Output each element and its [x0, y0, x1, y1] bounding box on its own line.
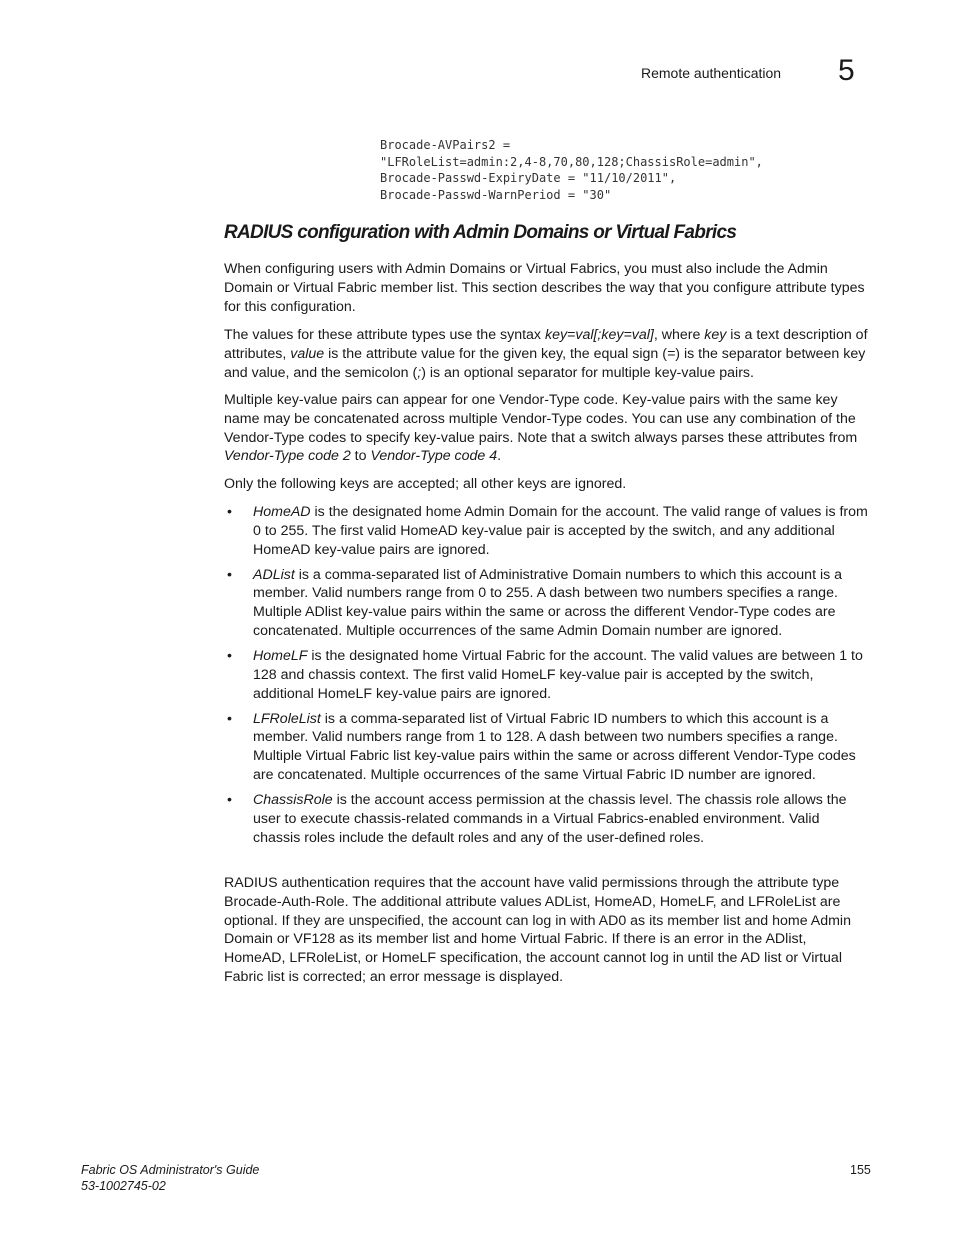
equal-sign: =: [666, 345, 676, 362]
footer-guide-info: [81, 1162, 259, 1194]
page-number: 155: [850, 1163, 871, 1177]
footer-guide-title: Fabric OS Administrator's Guide: [81, 1163, 260, 1177]
code-line: Brocade-Passwd-ExpiryDate = "11/10/2011",: [380, 171, 677, 185]
list-item: • HomeLF is the designated home Virtual Fabric for the account. The valid values are between 1 to 128 and chassis context. The first valid HomeLF key-value pair is accepted by the switch, additional HomeLF key-value pairs are ignored.: [227, 647, 863, 702]
chapter-number: 5: [838, 54, 855, 87]
keys-bullet-list: [224, 503, 870, 853]
bullet-icon: •: [227, 566, 232, 583]
code-line: "LFRoleList=admin:2,4-8,70,80,128;ChassisRole=admin",: [380, 154, 763, 169]
section-heading: RADIUS configuration with Admin Domains or Virtual Fabrics: [224, 222, 737, 243]
bullet-icon: •: [227, 791, 232, 808]
bullet-icon: •: [227, 504, 232, 520]
header-section-title: Remote authentication: [641, 65, 782, 81]
bullet-icon: •: [227, 710, 232, 727]
key-name: HomeAD: [253, 504, 311, 520]
keys-intro-paragraph: Only the following keys are accepted; all other keys are ignored.: [224, 476, 627, 492]
key-name: ADList: [253, 566, 295, 583]
list-item: • ADList is a comma-separated list of Administrative Domain numbers to which this account is a member. Valid numbers range from 0 to 255. A dash between two numbers specifies a range. Multiple ADlist key-value pairs within the same or across the different Vendor-Type codes are concatenated. Multiple occurrences of the same Admin Domain number are ignored.: [227, 566, 843, 639]
key-name: ChassisRole: [253, 791, 333, 808]
list-item: • LFRoleList is a comma-separated list of Virtual Fabric ID numbers to which this account is a member. Valid numbers range from 1 to 128. A dash between two numbers specifies a range. Multiple Virtual Fabric list key-value pairs within the same or across different Vendor-Type codes are concatenated. Multiple occurrences of the same Virtual Fabric ID number are ignored.: [227, 710, 856, 783]
syntax-term: key=val[;key=val]: [544, 327, 654, 343]
intro-paragraph: When configuring users with Admin Domains or Virtual Fabrics, you must also include the Admin Domain or Virtual Fabric member list. This section describes the way that you configure attribute types for this configuration.: [224, 261, 865, 315]
footer-doc-number: 53-1002745-02: [81, 1179, 166, 1193]
bullet-icon: •: [227, 647, 232, 664]
key-term: key: [704, 327, 727, 343]
code-block: [380, 137, 763, 203]
vendor-type-code-2: Vendor-Type code 2: [224, 448, 351, 465]
list-item: • ChassisRole is the account access permission at the chassis level. The chassis role allows the user to execute chassis-related commands in a Virtual Fabrics-enabled environment. Valid chassis roles include the default roles and any of the user-defined roles.: [227, 791, 847, 846]
code-line: Brocade-AVPairs2 =: [380, 138, 511, 152]
value-term: value: [290, 345, 325, 362]
semicolon: ;: [417, 364, 422, 381]
syntax-paragraph: The values for these attribute types use the syntax key=val[;key=val], where key is a text description of attributes, value is the attribute value for the given key, the equal sign (=) is the separator between key and value, and the semicolon (;) is an optional separator for multiple key-value pairs.: [224, 327, 868, 381]
radius-auth-paragraph: RADIUS authentication requires that the account have valid permissions through the attribute type Brocade-Auth-Role. The additional attribute values ADList, HomeAD, HomeLF, and LFRoleList are optional. If they are unspecified, the account can log in with AD0 as its member list and home Admin Domain or VF128 as its member list and home Virtual Fabric. If there is an error in the ADlist, HomeAD, LFRoleList, or HomeLF specification, the account cannot log in until the AD list or Virtual Fabric list is corrected; an error message is displayed.: [224, 875, 851, 985]
key-name: HomeLF: [253, 647, 308, 664]
list-item: • HomeAD is the designated home Admin Domain for the account. The valid range of values is from 0 to 255. The first valid HomeAD key-value pair is accepted by the switch, and any additional HomeAD key-value pairs are ignored.: [227, 504, 868, 558]
code-line: Brocade-Passwd-WarnPeriod = "30": [380, 187, 612, 202]
vendor-type-paragraph: Multiple key-value pairs can appear for one Vendor-Type code. Key-value pairs with the same key name may be concatenated across multiple Vendor-Type codes. You can use any combination of the Vendor-Type codes to specify key-value pairs. Note that a switch always parses these attributes from Vendor-Type code 2 to Vendor-Type code 4.: [224, 392, 858, 465]
vendor-type-code-4: Vendor-Type code 4: [370, 448, 498, 465]
key-name: LFRoleList: [253, 710, 321, 727]
